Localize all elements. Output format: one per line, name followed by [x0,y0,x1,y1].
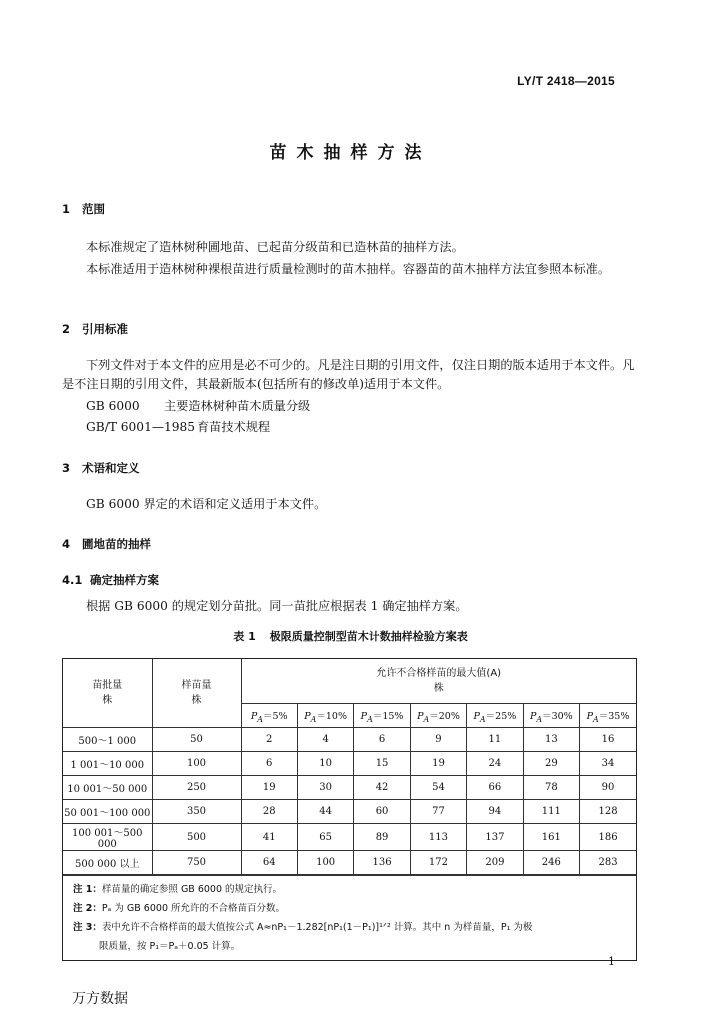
document-title: 苗木抽样方法 [269,143,432,163]
cell-allowed-value: 4 [297,728,353,752]
cell-allowed-value: 13 [523,728,579,752]
cell-allowed-value: 172 [410,851,466,875]
cell-allowed-value: 78 [523,776,579,800]
cell-allowed-value: 64 [241,851,297,875]
header-pa-level: $P_A=20\%$ [410,704,466,728]
section-4-heading [62,536,151,552]
table-notes [63,875,636,960]
cell-allowed-value: 128 [580,800,636,824]
cell-allowed-value: 11 [467,728,523,752]
cell-allowed-value: 90 [580,776,636,800]
section-1-para-2: 本标准适用于造林树种裸根苗进行质量检测时的苗木抽样。容器苗的苗木抽样方法宜参照本标准。 [86,262,611,276]
reference-code: GB 6000 [86,399,140,413]
header-pa-level: $P_A=25\%$ [467,704,523,728]
section-number: 4.1 [62,573,83,587]
cell-allowed-value: 89 [354,824,410,851]
table-note: 注 1：样苗量的确定参照 GB 6000 的规定执行。 [73,884,283,895]
cell-batch: 10 001～50 000 [63,776,152,800]
table-number: 表 1 [233,630,256,643]
cell-allowed-value: 34 [580,752,636,776]
table-row [63,824,636,851]
cell-sample: 350 [152,800,241,824]
cell-allowed-value: 65 [297,824,353,851]
section-number: 1 [62,202,71,216]
table-row [63,851,636,875]
section-title: 确定抽样方案 [90,573,159,587]
sampling-table [62,658,637,961]
cell-allowed-value: 246 [523,851,579,875]
cell-allowed-value: 30 [297,776,353,800]
cell-batch: 500～1 000 [63,728,152,752]
cell-allowed-value: 54 [410,776,466,800]
section-4-1-para-1: 根据 GB 6000 的规定划分苗批。同一苗批应根据表 1 确定抽样方案。 [86,599,468,613]
table-row [63,800,636,824]
header-pa-level: $P_A=5\%$ [241,704,297,728]
header-sample: 样苗量 株 [152,659,241,728]
sampling-table-grid [63,659,636,875]
section-2-heading [62,321,128,337]
table-caption [0,628,701,644]
cell-allowed-value: 94 [467,800,523,824]
header-batch: 苗批量 株 [63,659,152,728]
table-note-continuation: 限质量，按 P₁＝Pₐ＋0.05 计算。 [99,941,241,952]
cell-allowed-value: 15 [354,752,410,776]
header-allowed: 允许不合格样苗的最大值(A) 株 [241,659,636,704]
reference-item [86,418,270,435]
cell-allowed-value: 283 [580,851,636,875]
reference-title: 主要造林树种苗木质量分级 [164,399,311,413]
cell-allowed-value: 111 [523,800,579,824]
cell-allowed-value: 29 [523,752,579,776]
section-4-1-heading [62,572,159,588]
section-1-para-1: 本标准规定了造林树种圃地苗、已起苗分级苗和已造林苗的抽样方法。 [86,240,464,254]
cell-allowed-value: 41 [241,824,297,851]
section-title: 术语和定义 [82,461,140,475]
cell-allowed-value: 10 [297,752,353,776]
header-pa-level: $P_A=35\%$ [580,704,636,728]
cell-sample: 50 [152,728,241,752]
cell-batch: 500 000 以上 [63,851,152,875]
reference-item [86,397,310,414]
cell-allowed-value: 77 [410,800,466,824]
cell-allowed-value: 100 [297,851,353,875]
cell-sample: 750 [152,851,241,875]
section-title: 范围 [82,202,105,216]
cell-sample: 250 [152,776,241,800]
cell-batch: 100 001～500 000 [63,824,152,851]
page-number: 1 [608,955,615,968]
cell-allowed-value: 42 [354,776,410,800]
cell-sample: 500 [152,824,241,851]
cell-allowed-value: 9 [410,728,466,752]
cell-allowed-value: 28 [241,800,297,824]
cell-allowed-value: 19 [410,752,466,776]
table-note: 注 2：Pₐ 为 GB 6000 所允许的不合格苗百分数。 [73,903,286,914]
section-number: 4 [62,537,71,551]
section-2-para-1: 下列文件对于本文件的应用是必不可少的。凡是注日期的引用文件，仅注日期的版本适用于本文件。凡是不注日期的引用文件，其最新版本(包括所有的修改单)适用于本文件。 [62,358,635,391]
cell-allowed-value: 6 [354,728,410,752]
table-caption-text: 极限质量控制型苗木计数抽样检验方案表 [269,630,468,643]
cell-allowed-value: 24 [467,752,523,776]
cell-allowed-value: 113 [410,824,466,851]
table-row [63,728,636,752]
cell-allowed-value: 186 [580,824,636,851]
section-number: 3 [62,461,71,475]
cell-batch: 50 001～100 000 [63,800,152,824]
cell-allowed-value: 44 [297,800,353,824]
header-pa-level: $P_A=15\%$ [354,704,410,728]
table-row [63,752,636,776]
watermark: 万方数据 [72,991,128,1007]
cell-allowed-value: 209 [467,851,523,875]
cell-allowed-value: 19 [241,776,297,800]
cell-allowed-value: 137 [467,824,523,851]
section-title: 引用标准 [82,322,128,336]
section-title: 圃地苗的抽样 [82,537,151,551]
cell-allowed-value: 60 [354,800,410,824]
header-pa-level: $P_A=10\%$ [297,704,353,728]
table-row [63,776,636,800]
section-3-heading [62,460,140,476]
cell-allowed-value: 136 [354,851,410,875]
cell-allowed-value: 161 [523,824,579,851]
cell-allowed-value: 16 [580,728,636,752]
cell-batch: 1 001～10 000 [63,752,152,776]
standard-code: LY/T 2418—2015 [517,74,615,88]
cell-sample: 100 [152,752,241,776]
table-note: 注 3：表中允许不合格样苗的最大值按公式 A≈nP₁－1.282[nP₁(1－P₁)]¹ᐟ² 计算。其中 n 为样苗量，P₁ 为极 [73,922,533,933]
section-number: 2 [62,322,71,336]
section-3-para-1: GB 6000 界定的术语和定义适用于本文件。 [86,497,327,511]
cell-allowed-value: 2 [241,728,297,752]
cell-allowed-value: 6 [241,752,297,776]
cell-allowed-value: 66 [467,776,523,800]
reference-title: 育苗技术规程 [197,420,271,434]
section-1-heading [62,201,105,217]
reference-code: GB/T 6001—1985 [86,420,196,434]
header-pa-level: $P_A=30\%$ [523,704,579,728]
